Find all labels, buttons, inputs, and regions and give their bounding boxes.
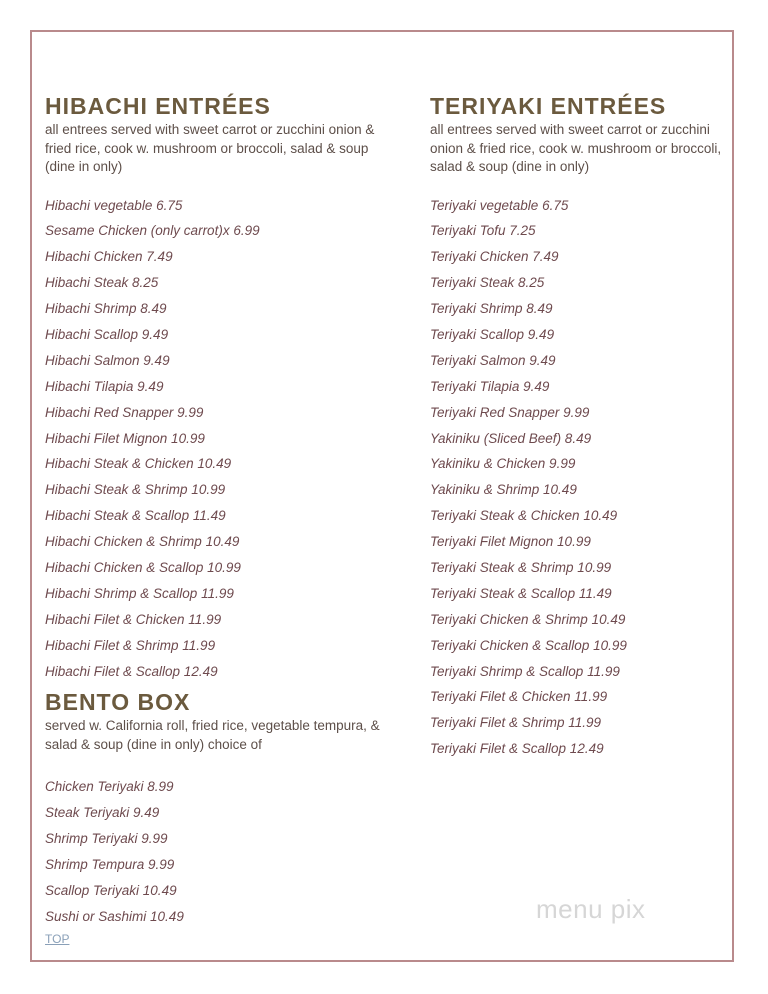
menu-item: Hibachi Filet Mignon 10.99 [45,430,205,446]
menu-item: Teriyaki Steak 8.25 [430,275,545,291]
right-column [430,92,730,762]
menu-item: Hibachi Chicken & Scallop 10.99 [45,559,241,575]
menu-item: Hibachi Shrimp & Scallop 11.99 [45,585,234,601]
menu-item: Teriyaki Chicken & Shrimp 10.49 [430,611,626,627]
left-column [45,92,395,948]
teriyaki-description: all entrees served with sweet carrot or zucchini onion & fried rice, cook w. mushroom or broccoli, salad & soup (dine in only) [430,122,722,174]
menu-item: Yakiniku (Sliced Beef) 8.49 [430,430,592,446]
menu-item: Hibachi Salmon 9.49 [45,352,170,368]
hibachi-item-list [45,193,395,685]
menu-item: Teriyaki Steak & Shrimp 10.99 [430,559,612,575]
menu-item: Steak Teriyaki 9.49 [45,805,160,821]
menu-item: Teriyaki Steak & Scallop 11.49 [430,585,612,601]
menu-item: Teriyaki Filet & Scallop 12.49 [430,741,604,757]
bento-heading: BENTO BOX [45,689,191,716]
menu-item: Chicken Teriyaki 8.99 [45,779,174,795]
menu-item: Scallop Teriyaki 10.49 [45,882,177,898]
menu-item: Teriyaki Tilapia 9.49 [430,378,550,394]
menu-item: Hibachi Steak & Chicken 10.49 [45,456,232,472]
menu-item: Teriyaki Shrimp 8.49 [430,301,553,317]
hibachi-description: all entrees served with sweet carrot or zucchini onion & fried rice, cook w. mushroom or broccoli, salad & soup (dine in only) [45,122,375,174]
menu-item: Hibachi Shrimp 8.49 [45,301,167,317]
teriyaki-heading: TERIYAKI ENTRÉES [430,93,667,119]
menu-item: Teriyaki Chicken 7.49 [430,249,559,265]
menu-item: Teriyaki Filet & Chicken 11.99 [430,689,608,705]
bento-section [45,688,395,929]
menu-item: Teriyaki Filet Mignon 10.99 [430,534,591,550]
menu-item: Hibachi Chicken & Shrimp 10.49 [45,534,240,550]
menu-item: Yakiniku & Chicken 9.99 [430,456,576,472]
menu-item: Teriyaki Steak & Chicken 10.49 [430,508,618,524]
menu-item: Hibachi Filet & Scallop 12.49 [45,663,218,679]
menu-item: Shrimp Tempura 9.99 [45,857,175,873]
menu-item: Teriyaki Shrimp & Scallop 11.99 [430,663,620,679]
teriyaki-section [430,92,730,762]
menu-item: Teriyaki Scallop 9.49 [430,326,555,342]
menu-item: Hibachi Red Snapper 9.99 [45,404,204,420]
menu-item: Yakiniku & Shrimp 10.49 [430,482,577,498]
menu-item: Teriyaki Chicken & Scallop 10.99 [430,637,627,653]
menu-item: Teriyaki Tofu 7.25 [430,223,536,239]
menu-item: Hibachi Steak & Scallop 11.49 [45,508,226,524]
menu-item: Shrimp Teriyaki 9.99 [45,831,168,847]
menupix-watermark: menu pix [536,894,646,924]
menu-item: Teriyaki vegetable 6.75 [430,197,569,213]
bento-description: served w. California roll, fried rice, vegetable tempura, & salad & soup (dine in only) choice of [45,718,380,752]
hibachi-section [45,92,395,684]
menu-item: Hibachi vegetable 6.75 [45,197,183,213]
menu-item: Teriyaki Red Snapper 9.99 [430,404,590,420]
teriyaki-item-list [430,193,730,763]
menu-item: Hibachi Steak 8.25 [45,275,159,291]
menu-item: Hibachi Filet & Chicken 11.99 [45,611,222,627]
menu-item: Teriyaki Salmon 9.49 [430,352,556,368]
menu-item: Hibachi Chicken 7.49 [45,249,173,265]
menu-item: Hibachi Steak & Shrimp 10.99 [45,482,226,498]
bento-item-list [45,774,395,929]
menu-item: Hibachi Tilapia 9.49 [45,378,164,394]
menu-item: Teriyaki Filet & Shrimp 11.99 [430,715,602,731]
menu-item: Sesame Chicken (only carrot)x 6.99 [45,223,260,239]
menu-item: Sushi or Sashimi 10.49 [45,908,184,924]
top-link[interactable]: TOP [45,931,70,946]
menu-item: Hibachi Scallop 9.49 [45,326,169,342]
hibachi-heading: HIBACHI ENTRÉES [45,93,271,119]
menu-item: Hibachi Filet & Shrimp 11.99 [45,637,216,653]
